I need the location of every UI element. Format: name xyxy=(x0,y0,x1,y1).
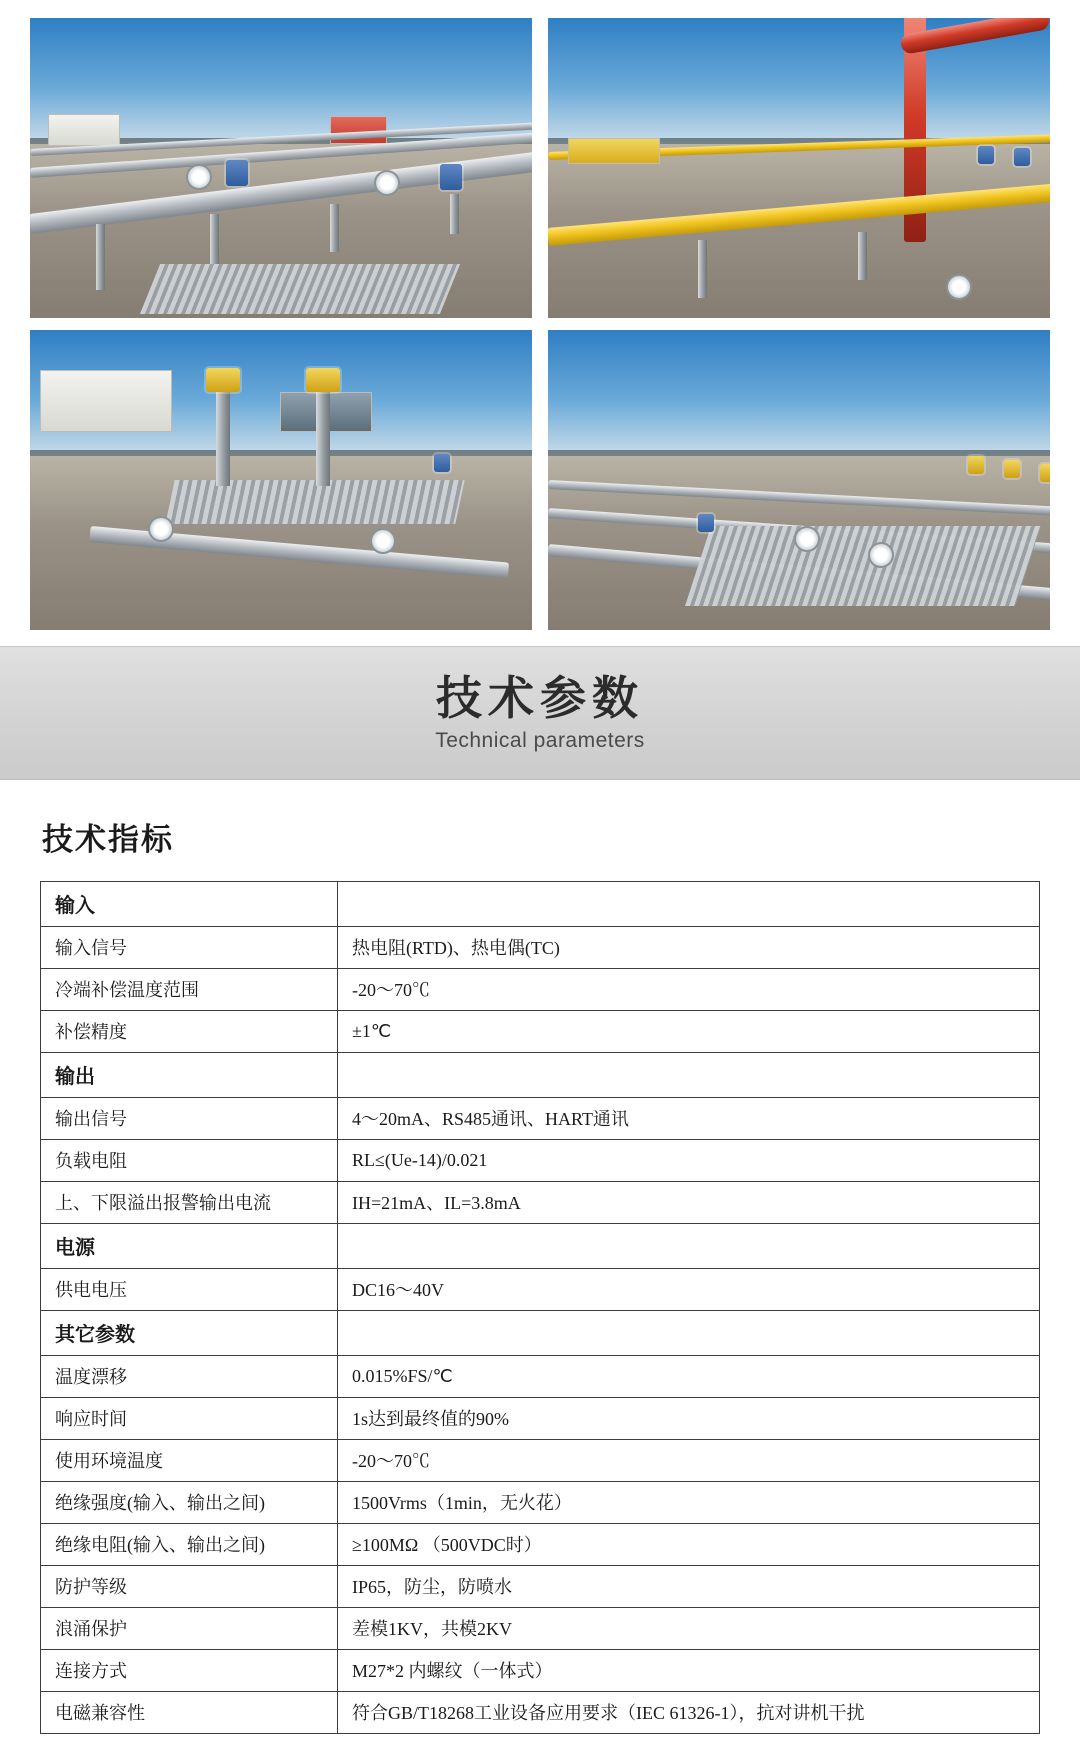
walkway-grating xyxy=(140,264,460,314)
spec-label: 输入信号 xyxy=(41,927,338,969)
pressure-gauge xyxy=(148,516,174,542)
spec-value: IH=21mA、IL=3.8mA xyxy=(338,1182,1040,1224)
spec-label: 响应时间 xyxy=(41,1398,338,1440)
spec-label: 温度漂移 xyxy=(41,1356,338,1398)
spec-value: RL≤(Ue-14)/0.021 xyxy=(338,1140,1040,1182)
valve-actuator xyxy=(206,368,240,392)
pipe-support xyxy=(96,224,105,290)
valve-actuator xyxy=(1040,464,1050,482)
spec-label: 电源 xyxy=(41,1224,338,1269)
spec-table xyxy=(40,881,1040,1734)
temperature-transmitter xyxy=(698,514,714,532)
valve-stem xyxy=(316,390,330,486)
valve-actuator xyxy=(1014,148,1030,166)
spec-value: 1s达到最终值的90% xyxy=(338,1398,1040,1440)
sky-layer xyxy=(548,330,1050,456)
banner-title: 技术参数 xyxy=(436,671,644,724)
spec-label: 浪涌保护 xyxy=(41,1608,338,1650)
spec-heading: 技术指标 xyxy=(42,822,174,857)
spec-label: 冷端补偿温度范围 xyxy=(41,969,338,1011)
table-row xyxy=(41,1398,1040,1440)
pipe-support xyxy=(330,204,339,252)
banner-subtitle: Technical parameters xyxy=(435,729,645,753)
spec-label: 负载电阻 xyxy=(41,1140,338,1182)
valve-actuator xyxy=(978,146,994,164)
spec-value: 4～20mA、RS485通讯、HART通讯 xyxy=(338,1098,1040,1140)
pressure-gauge xyxy=(370,528,396,554)
spec-label: 防护等级 xyxy=(41,1566,338,1608)
table-row xyxy=(41,969,1040,1011)
table-row xyxy=(41,1140,1040,1182)
pressure-gauge xyxy=(374,170,400,196)
table-row xyxy=(41,1566,1040,1608)
spec-label: 输出 xyxy=(41,1053,338,1098)
spec-value: M27*2 内螺纹（一体式） xyxy=(338,1650,1040,1692)
spec-label: 上、下限溢出报警输出电流 xyxy=(41,1182,338,1224)
spec-section-row xyxy=(41,882,1040,927)
spec-value xyxy=(338,1224,1040,1269)
photo-pipe-array-overview xyxy=(548,330,1050,630)
spec-section xyxy=(0,780,1080,1760)
pipe-support xyxy=(450,194,459,234)
site-building xyxy=(40,370,172,432)
table-row xyxy=(41,1608,1040,1650)
temperature-transmitter xyxy=(226,160,248,186)
instrument-housing xyxy=(434,454,450,472)
spec-value: 1500Vrms（1min，无火花） xyxy=(338,1482,1040,1524)
spec-section-row xyxy=(41,1311,1040,1356)
photo-valve-skid xyxy=(30,330,532,630)
table-row xyxy=(41,1011,1040,1053)
photo-gallery xyxy=(0,0,1080,630)
walkway-grating xyxy=(685,526,1041,606)
spec-label: 补偿精度 xyxy=(41,1011,338,1053)
pressure-gauge xyxy=(868,542,894,568)
spec-value: IP65，防尘，防喷水 xyxy=(338,1566,1040,1608)
table-row xyxy=(41,1182,1040,1224)
table-row xyxy=(41,1650,1040,1692)
spec-label: 绝缘强度(输入、输出之间) xyxy=(41,1482,338,1524)
table-row xyxy=(41,1440,1040,1482)
valve-actuator xyxy=(968,456,984,474)
table-row xyxy=(41,1269,1040,1311)
spec-label: 使用环境温度 xyxy=(41,1440,338,1482)
spec-label: 供电电压 xyxy=(41,1269,338,1311)
table-row xyxy=(41,927,1040,969)
valve-handwheel xyxy=(946,274,972,300)
spec-value xyxy=(338,1311,1040,1356)
spec-label: 输入 xyxy=(41,882,338,927)
photo-yellow-gas-line xyxy=(548,18,1050,318)
spec-label: 其它参数 xyxy=(41,1311,338,1356)
temperature-transmitter xyxy=(440,164,462,190)
yellow-cabinet xyxy=(568,138,660,164)
spec-label: 连接方式 xyxy=(41,1650,338,1692)
spec-section-row xyxy=(41,1224,1040,1269)
pipe-support xyxy=(698,240,707,298)
table-row xyxy=(41,1692,1040,1734)
pipe-support xyxy=(210,214,219,270)
pipe-support xyxy=(858,232,867,280)
spec-value: -20～70℃ xyxy=(338,969,1040,1011)
spec-value: 符合GB/T18268工业设备应用要求（IEC 61326-1），抗对讲机干扰 xyxy=(338,1692,1040,1734)
site-building xyxy=(48,114,120,146)
spec-value: DC16～40V xyxy=(338,1269,1040,1311)
spec-value: 差模1KV，共模2KV xyxy=(338,1608,1040,1650)
photo-pipe-rack-instruments xyxy=(30,18,532,318)
spec-label: 输出信号 xyxy=(41,1098,338,1140)
spec-section-row xyxy=(41,1053,1040,1098)
spec-label: 电磁兼容性 xyxy=(41,1692,338,1734)
valve-actuator xyxy=(1004,460,1020,478)
spec-value xyxy=(338,882,1040,927)
table-row xyxy=(41,1098,1040,1140)
spec-value: ≥100MΩ （500VDC时） xyxy=(338,1524,1040,1566)
spec-value: -20～70℃ xyxy=(338,1440,1040,1482)
section-banner xyxy=(0,646,1080,780)
spec-value xyxy=(338,1053,1040,1098)
table-row xyxy=(41,1524,1040,1566)
pressure-gauge xyxy=(794,526,820,552)
table-row xyxy=(41,1356,1040,1398)
valve-stem xyxy=(216,390,230,486)
pressure-gauge xyxy=(186,164,212,190)
spec-value: 0.015%FS/℃ xyxy=(338,1356,1040,1398)
platform-grating xyxy=(165,480,464,524)
table-row xyxy=(41,1482,1040,1524)
valve-actuator xyxy=(306,368,340,392)
spec-value: ±1℃ xyxy=(338,1011,1040,1053)
spec-label: 绝缘电阻(输入、输出之间) xyxy=(41,1524,338,1566)
spec-value: 热电阻(RTD)、热电偶(TC) xyxy=(338,927,1040,969)
